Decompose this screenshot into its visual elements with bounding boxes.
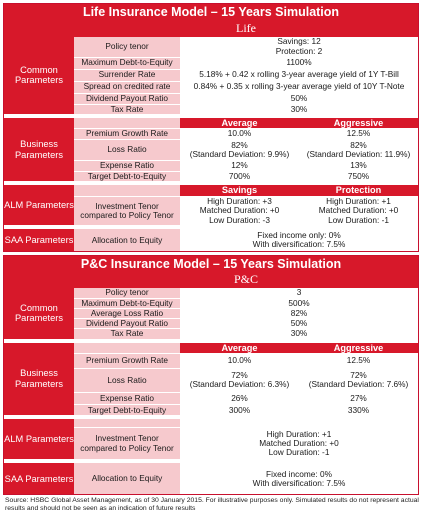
pc-alm-value: High Duration: +1 Matched Duration: +0 Low Duration: -1 <box>180 427 418 461</box>
pc-model-title: P&C Insurance Model – 15 Years Simulation <box>4 256 418 272</box>
pc-business-label-target-de: Target Debt-to-Equity <box>74 404 180 417</box>
life-header-average: Average <box>180 116 299 129</box>
life-model-title: Life Insurance Model – 15 Years Simulation <box>4 4 418 21</box>
pc-saa-group-label: SAA Parameters <box>4 461 74 494</box>
life-business-agg-expense: 13% <box>299 161 418 172</box>
life-business-group-label: Business Parameters <box>4 116 74 184</box>
life-business-avg-expense: 12% <box>180 161 299 172</box>
pc-business-avg-expense: 26% <box>180 392 299 404</box>
life-business-label-target-de: Target Debt-to-Equity <box>74 172 180 184</box>
source-note: Source: HSBC Global Asset Management, as of 30 January 2015. For illustrative purposes only. Simulated results do not represent actual results and should not be seen as an indication of future results <box>5 497 419 513</box>
pc-business-agg-expense: 27% <box>299 392 418 404</box>
pc-common-label-avg-loss: Average Loss Ratio <box>74 308 180 318</box>
pc-business-label-premium: Premium Growth Rate <box>74 353 180 368</box>
pc-business-agg-loss: 72% (Standard Deviation: 7.6%) <box>299 368 418 392</box>
pc-common-label-dividend: Dividend Payout Ratio <box>74 319 180 329</box>
life-common-value-surrender: 5.18% + 0.42 x rolling 3-year average yield of 1Y T-Bill <box>180 69 418 81</box>
pc-subtitle: P&C <box>74 272 418 288</box>
life-common-label-tax: Tax Rate <box>74 104 180 116</box>
pc-common-label-tax: Tax Rate <box>74 329 180 341</box>
life-business-agg-loss: 82% (Standard Deviation: 11.9%) <box>299 140 418 161</box>
life-model-table <box>3 3 419 252</box>
life-common-group-label: Common Parameters <box>4 37 74 116</box>
pc-header-average: Average <box>180 341 299 354</box>
pc-common-value-tax: 30% <box>180 329 418 341</box>
pc-business-agg-premium: 12.5% <box>299 353 418 368</box>
pc-business-agg-target-de: 330% <box>299 404 418 417</box>
life-business-label-loss: Loss Ratio <box>74 140 180 161</box>
pc-business-avg-target-de: 300% <box>180 404 299 417</box>
life-saa-group-label: SAA Parameters <box>4 227 74 251</box>
pc-header-aggressive: Aggressive <box>299 341 418 354</box>
life-common-label-spread: Spread on credited rate <box>74 81 180 93</box>
life-business-label-expense: Expense Ratio <box>74 161 180 172</box>
life-header-savings: Savings <box>180 183 299 196</box>
life-alm-savings-value: High Duration: +3 Matched Duration: +0 Low Duration: -3 <box>180 196 299 227</box>
life-header-aggressive: Aggressive <box>299 116 418 129</box>
pc-common-value-max-de: 500% <box>180 298 418 308</box>
life-common-value-tax: 30% <box>180 104 418 116</box>
life-business-avg-premium: 10.0% <box>180 129 299 140</box>
pc-business-group-label: Business Parameters <box>4 341 74 418</box>
life-common-value-spread: 0.84% + 0.35 x rolling 3-year average yield of 10Y T-Note <box>180 81 418 93</box>
pc-common-value-policy-tenor: 3 <box>180 288 418 298</box>
life-business-avg-target-de: 700% <box>180 172 299 184</box>
life-business-agg-target-de: 750% <box>299 172 418 184</box>
life-business-label-premium: Premium Growth Rate <box>74 129 180 140</box>
pc-common-value-avg-loss: 82% <box>180 308 418 318</box>
pc-business-label-loss: Loss Ratio <box>74 368 180 392</box>
life-common-value-dividend: 50% <box>180 93 418 104</box>
pc-common-group-label: Common Parameters <box>4 288 74 341</box>
life-alm-group-label: ALM Parameters <box>4 183 74 227</box>
pc-business-avg-loss: 72% (Standard Deviation: 6.3%) <box>180 368 299 392</box>
life-saa-label: Allocation to Equity <box>74 227 180 251</box>
life-saa-value: Fixed income only: 0% With diversification: 7.5% <box>180 227 418 251</box>
pc-common-label-max-de: Maximum Debt-to-Equity <box>74 298 180 308</box>
life-header-protection: Protection <box>299 183 418 196</box>
pc-alm-group-label: ALM Parameters <box>4 417 74 461</box>
pc-common-value-dividend: 50% <box>180 319 418 329</box>
life-alm-label: Investment Tenor compared to Policy Tenor <box>74 196 180 227</box>
life-common-label-policy-tenor: Policy tenor <box>74 37 180 57</box>
life-common-label-dividend: Dividend Payout Ratio <box>74 93 180 104</box>
pc-saa-value: Fixed income: 0% With diversification: 7.5% <box>180 461 418 494</box>
pc-business-label-expense: Expense Ratio <box>74 392 180 404</box>
life-business-agg-premium: 12.5% <box>299 129 418 140</box>
life-common-label-surrender: Surrender Rate <box>74 69 180 81</box>
pc-saa-label: Allocation to Equity <box>74 461 180 494</box>
pc-business-avg-premium: 10.0% <box>180 353 299 368</box>
pc-alm-label: Investment Tenor compared to Policy Tenor <box>74 427 180 461</box>
life-business-avg-loss: 82% (Standard Deviation: 9.9%) <box>180 140 299 161</box>
life-common-value-policy-tenor: Savings: 12 Protection: 2 <box>180 37 418 57</box>
pc-common-label-policy-tenor: Policy tenor <box>74 288 180 298</box>
life-common-label-max-de: Maximum Debt-to-Equity <box>74 57 180 69</box>
life-alm-protection-value: High Duration: +1 Matched Duration: +0 Low Duration: -1 <box>299 196 418 227</box>
pc-model-table <box>3 255 419 495</box>
life-subtitle: Life <box>74 21 418 37</box>
life-common-value-max-de: 1100% <box>180 57 418 69</box>
